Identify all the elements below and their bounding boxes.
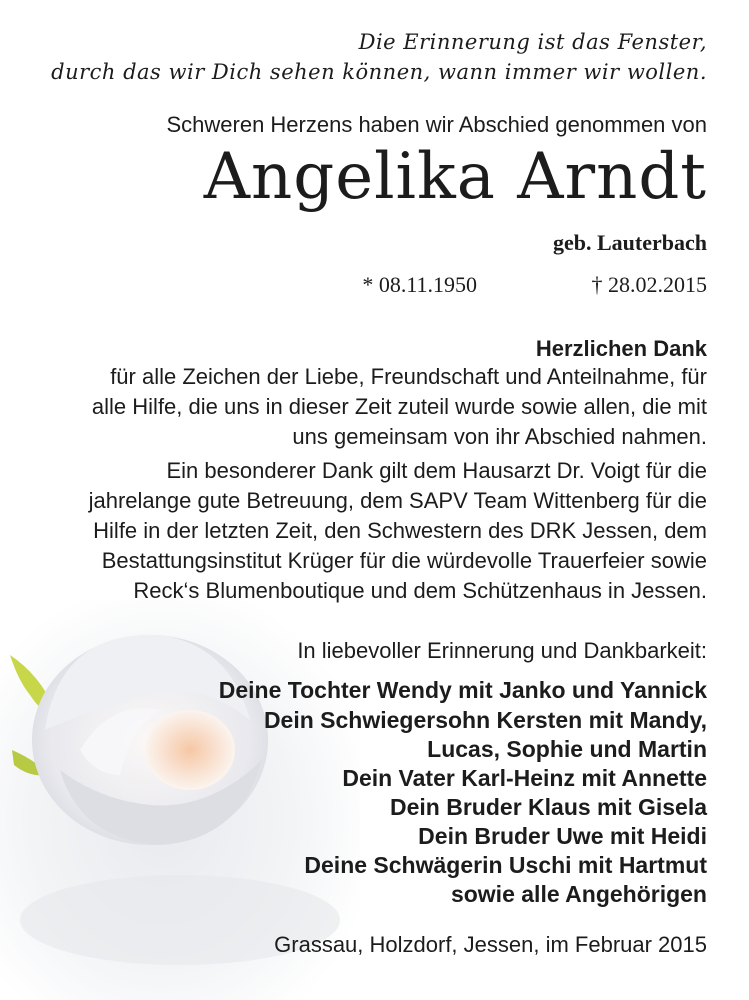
quote-line-2: durch das wir Dich sehen können, wann immer wir wollen. <box>51 60 707 84</box>
deceased-name: Angelika Arndt <box>203 140 707 214</box>
intro-text: Schweren Herzens haben wir Abschied genommen von <box>166 112 707 137</box>
family-member-line: Deine Schwägerin Uschi mit Hartmut <box>304 852 707 878</box>
family-member-line: Dein Schwiegersohn Kersten mit Mandy, <box>263 707 707 733</box>
family-member-line: Dein Bruder Klaus mit Gisela <box>390 794 707 820</box>
thanks-text-line: für alle Zeichen der Liebe, Freundschaft und Anteilnahme, für <box>110 364 707 389</box>
family-member-line: Dein Vater Karl-Heinz mit Annette <box>342 765 707 791</box>
remembrance-text: In liebevoller Erinnerung und Dankbarkeit: <box>297 638 707 663</box>
thanks-text-line: alle Hilfe, die uns in dieser Zeit zuteil wurde sowie allen, die mit <box>91 394 707 419</box>
family-member-line: sowie alle Angehörigen <box>450 881 707 907</box>
special-thanks-line: Bestattungsinstitut Krüger für die würdevolle Trauerfeier sowie <box>101 548 707 573</box>
special-thanks-line: Hilfe in der letzten Zeit, den Schwestern des DRK Jessen, dem <box>93 518 707 543</box>
family-member-line: Lucas, Sophie und Martin <box>427 736 707 762</box>
thanks-heading: Herzlichen Dank <box>535 336 707 361</box>
place-and-date: Grassau, Holzdorf, Jessen, im Februar 2015 <box>274 932 707 957</box>
maiden-name: geb. Lauterbach <box>553 230 707 255</box>
family-member-line: Deine Tochter Wendy mit Janko und Yannick <box>218 677 707 703</box>
special-thanks-line: jahrelange gute Betreuung, dem SAPV Team Wittenberg für die <box>88 488 707 513</box>
special-thanks-line: Reck‘s Blumenboutique und dem Schützenhaus in Jessen. <box>133 578 707 603</box>
quote-line-1: Die Erinnerung ist das Fenster, <box>358 30 707 54</box>
birth-date: * 08.11.1950 <box>362 272 477 297</box>
death-date: † 28.02.2015 <box>591 272 707 297</box>
special-thanks-line: Ein besonderer Dank gilt dem Hausarzt Dr. Voigt für die <box>166 458 707 483</box>
thanks-text-line: uns gemeinsam von ihr Abschied nahmen. <box>292 424 707 449</box>
family-member-line: Dein Bruder Uwe mit Heidi <box>418 823 707 849</box>
